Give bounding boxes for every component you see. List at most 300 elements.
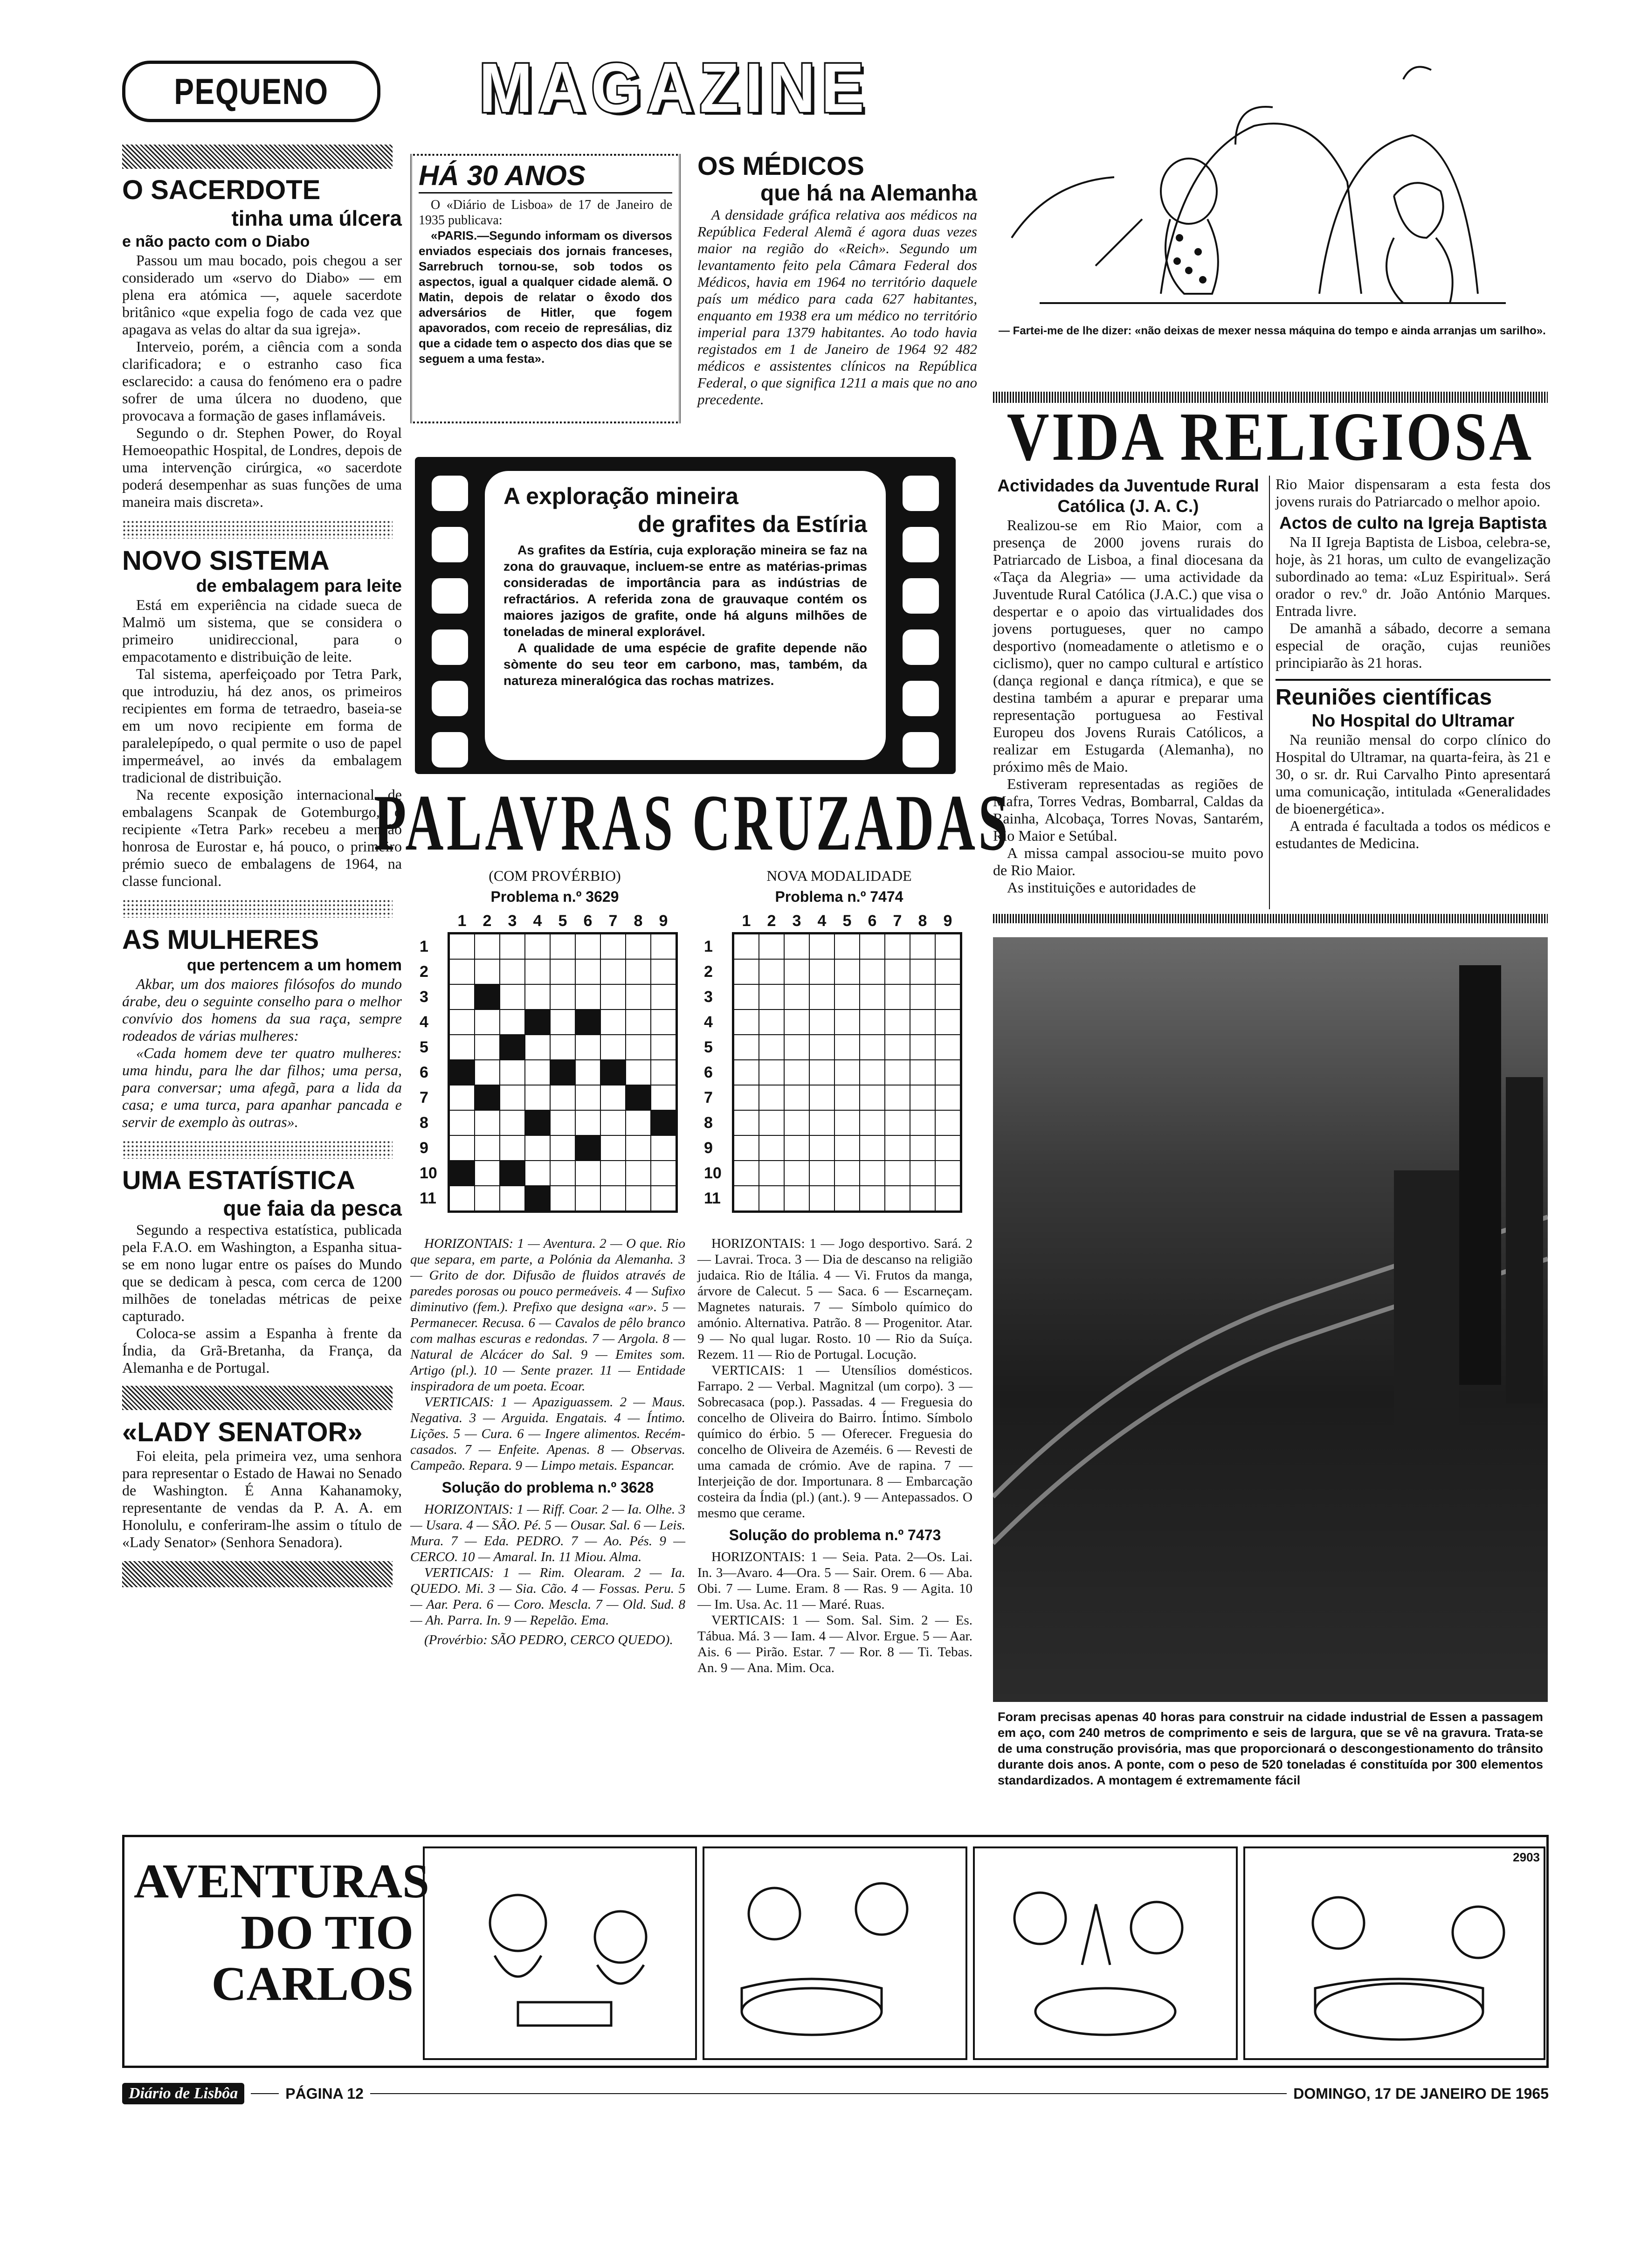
dots-divider [122, 899, 393, 918]
crossword-right-cell[interactable] [834, 984, 860, 1010]
crossword-right-col-number: 1 [742, 912, 751, 930]
crossword-right-cell[interactable] [759, 1085, 784, 1110]
crossword-left-cell[interactable] [651, 984, 676, 1010]
crossword-left-col-number: 8 [634, 912, 643, 930]
crossword-left-cell[interactable] [600, 984, 626, 1010]
crossword-left-clues [410, 1236, 685, 1648]
crossword-left-cell[interactable] [626, 934, 651, 959]
crossword-right-cell[interactable] [910, 934, 935, 959]
crossword-left-problem: Problema n.º 3629 [490, 888, 619, 905]
crossword-right-row-number: 7 [704, 1089, 713, 1106]
crossword-right-cell[interactable] [834, 934, 860, 959]
crossword-left-cell[interactable] [651, 1010, 676, 1035]
crossword-left-col-number: 3 [508, 912, 517, 930]
grafites-paragraph: As grafites da Estíria, cuja exploração mineira se faz na zona do grauvaque, incluem-se entre as matérias-primas consideradas de importância para as indústrias de refractários. A referida zona de grauvaque contém os maiores jazigos de grafite, onde há alguns milhões de toneladas de mineral explorável. [503, 543, 867, 639]
crossword-left-cell[interactable] [575, 1035, 600, 1060]
crossword-left-cell[interactable] [626, 1186, 651, 1211]
crossword-left-cell[interactable] [550, 984, 575, 1010]
crossword-left-cell[interactable] [626, 1135, 651, 1161]
masthead [122, 50, 967, 125]
crossword-right-cell[interactable] [809, 1085, 834, 1110]
left-horizontal-clues: HORIZONTAIS: 1 — Aventura. 2 — O que. Rio que separa, em parte, a Polónia da Alemanha. 3 — Grito de dor. Difusão de fluidos através de paredes porosas ou pouco permeáveis. 4 — Sufixo diminutivo (fem.). Prefixo que designa «ar». 5 — Permanecer. Recusa. 6 — Cavalos de pêlo branco com malhas escuras e redondas. 7 — Argola. 8 — Natural de Alcácer do Sal. 9 — Emites som. Artigo (pl.). 10 — Sente prazer. 11 — Entidade inspiradora de um poeta. Ecoar. [410, 1236, 685, 1394]
culto-paragraph: De amanhã a sábado, decorre a semana especial de oração, cujas reuniões principiarão às 21 horas. [1276, 620, 1551, 671]
crossword-right-cell[interactable] [784, 1010, 809, 1035]
novo-sistema-subhead: de embalagem para leite [196, 576, 402, 596]
reunioes-paragraph: A entrada é facultada a todos os médicos e estudantes de Medicina. [1276, 817, 1551, 851]
crossword-right-col-number: 7 [893, 912, 902, 930]
footer-page-number: PÁGINA 12 [285, 2085, 364, 2102]
crossword-right-cell[interactable] [834, 1110, 860, 1135]
crossword-left-cell[interactable] [626, 1161, 651, 1186]
crossword-right-cell[interactable] [910, 1135, 935, 1161]
crossword-right-cell[interactable] [910, 1060, 935, 1085]
crossword-left-cell[interactable] [600, 1010, 626, 1035]
masthead-pequeno: PEQUENO [122, 61, 380, 122]
comic-drawing [975, 1848, 1236, 2058]
crossword-right-cell[interactable] [784, 934, 809, 959]
crossword-right-cell[interactable] [885, 1186, 910, 1211]
rule [993, 914, 1548, 923]
crossword-right-problem: Problema n.º 7474 [775, 888, 903, 905]
crossword-left-cell[interactable] [600, 959, 626, 984]
crossword-left-cell[interactable] [525, 959, 550, 984]
crossword-right-cell[interactable] [834, 959, 860, 984]
crossword-left-cell[interactable] [575, 959, 600, 984]
crossword-left-row-number: 8 [420, 1114, 428, 1132]
crossword-left-cell[interactable] [525, 1085, 550, 1110]
film-holes-left [432, 476, 468, 783]
crossword-left-cell[interactable] [626, 959, 651, 984]
rule [1276, 679, 1551, 681]
crossword-right-cell[interactable] [809, 934, 834, 959]
crossword-right-col-number: 2 [767, 912, 776, 930]
crossword-right-cell[interactable] [734, 1035, 759, 1060]
jac-paragraph: As instituições e autoridades de [1007, 879, 1196, 896]
crossword-right-cell[interactable] [734, 1110, 759, 1135]
vida-col-divider [1269, 476, 1270, 909]
crossword-left-cell[interactable] [550, 959, 575, 984]
crossword-right-cell[interactable] [860, 1110, 885, 1135]
crossword-right-cell[interactable] [734, 1135, 759, 1161]
ha-30-anos-intro: O «Diário de Lisboa» de 17 de Janeiro de 1935 publicava: [419, 198, 672, 228]
crossword-right-cell[interactable] [759, 984, 784, 1010]
crossword-left-cell[interactable] [575, 1186, 600, 1211]
crossword-left-black-cell [500, 1035, 525, 1060]
crossword-left-cell[interactable] [475, 1135, 500, 1161]
crossword-left-col-number: 1 [457, 912, 467, 930]
right-solution-heading: Solução do problema n.º 7473 [729, 1527, 941, 1543]
crossword-left-black-cell [449, 1161, 475, 1186]
crossword-right-row-number: 11 [704, 1189, 721, 1207]
crossword-left-cell[interactable] [651, 1085, 676, 1110]
crossword-right-cell[interactable] [809, 1135, 834, 1161]
crossword-left-row-number: 2 [420, 963, 428, 981]
crossword-left-cell[interactable] [525, 1135, 550, 1161]
crossword-right-cell[interactable] [734, 934, 759, 959]
mulheres-subhead: que pertencem a um homem [186, 956, 402, 974]
crossword-left-cell[interactable] [550, 1010, 575, 1035]
crossword-left-cell[interactable] [600, 1035, 626, 1060]
comic-panel-4 [1243, 1846, 1545, 2060]
crossword-left-cell[interactable] [449, 984, 475, 1010]
crossword-left-cell[interactable] [475, 959, 500, 984]
grafites-headline: A exploração mineira [503, 483, 738, 509]
crossword-left-cell[interactable] [651, 1161, 676, 1186]
crossword-right-subtitle: NOVA MODALIDADE [766, 867, 912, 884]
crossword-left-cell[interactable] [525, 984, 550, 1010]
jac-paragraph: Estiveram representadas as regiões de Mafra, Torres Vedras, Bombarral, Caldas da Rainha, Alcobaça, Torres Novas, Santarém, Rio Maior e Setúbal. [993, 775, 1263, 844]
crossword-left-cell[interactable] [500, 1060, 525, 1085]
crossword-right-cell[interactable] [784, 1060, 809, 1085]
crossword-left-cell[interactable] [626, 1010, 651, 1035]
crossword-right-cell[interactable] [734, 1010, 759, 1035]
crossword-right-cell[interactable] [860, 1161, 885, 1186]
ha-30-anos-box [410, 154, 681, 423]
crossword-right-cell[interactable] [834, 1161, 860, 1186]
mulheres-paragraph: «Cada homem deve ter quatro mulheres: uma hindu, para lhe dar filhos; uma persa, para conversar; uma afegã, para a lida da casa; e uma turca, para apanhar pancada e servir de exemplo às outras». [122, 1044, 402, 1130]
medicos-article [697, 152, 977, 408]
crossword-right-cell[interactable] [860, 934, 885, 959]
crossword-left-grid[interactable] [448, 932, 678, 1213]
crossword-right-grid[interactable] [732, 932, 962, 1213]
crossword-left-black-cell [449, 1060, 475, 1085]
crossword-left-cell[interactable] [626, 1060, 651, 1085]
crossword-left-col-number: 2 [483, 912, 492, 930]
right-horizontal-clues: HORIZONTAIS: 1 — Jogo desportivo. Sará. 2 — Lavrai. Troca. 3 — Dia de descanso na religião judaica. Rio de Itália. 4 — Vi. Frutos da manga, árvore de Calecut. 5 — Saca. 6 — Escarneçam. Magnetes naturais. 7 — Símbolo químico do amónio. Alternativa. Patrão. 8 — Progenitor. Atar. 9 — No qual lugar. Rosto. 10 — Rio da Suíça. Rezem. 11 — Rio de Portugal. Locução. [697, 1236, 972, 1362]
crossword-right-cell[interactable] [860, 959, 885, 984]
crossword-right-cell[interactable] [910, 1161, 935, 1186]
crossword-right-cell[interactable] [784, 1035, 809, 1060]
crossword-left-cell[interactable] [475, 1110, 500, 1135]
crossword-left-cell[interactable] [500, 934, 525, 959]
crossword-right-col-number: 4 [817, 912, 827, 930]
crossword-right-cell[interactable] [935, 959, 960, 984]
crossword-left-cell[interactable] [550, 1186, 575, 1211]
crossword-right-cell[interactable] [910, 1035, 935, 1060]
crossword-right-col-number: 5 [842, 912, 852, 930]
crossword-right-row-numbers [704, 932, 732, 1213]
sacerdote-headline: O SACERDOTE [122, 175, 321, 205]
novo-sistema-headline: NOVO SISTEMA [122, 546, 330, 576]
crossword-right-cell[interactable] [784, 1085, 809, 1110]
crossword-left-cell[interactable] [475, 1035, 500, 1060]
crossword-right-cell[interactable] [885, 1060, 910, 1085]
vida-col-1 [993, 476, 1263, 896]
crossword-right-cell[interactable] [910, 959, 935, 984]
crossword-right-cell[interactable] [860, 1135, 885, 1161]
crossword-left-cell[interactable] [600, 1085, 626, 1110]
palavras-cruzadas-title: PALAVRAS CRUZADAS [373, 778, 1011, 867]
crossword-left-cell[interactable] [500, 1186, 525, 1211]
crossword-left-cell[interactable] [550, 1035, 575, 1060]
crossword-right-cell[interactable] [734, 1060, 759, 1085]
mulheres-headline: AS MULHERES [122, 925, 319, 955]
crossword-left-cell[interactable] [449, 1035, 475, 1060]
crossword-left-cell[interactable] [449, 934, 475, 959]
crossword-right-row-number: 5 [704, 1038, 713, 1056]
crossword-right-row-number: 3 [704, 988, 713, 1006]
crossword-right-cell[interactable] [759, 1010, 784, 1035]
culto-headline: Actos de culto na Igreja Baptista [1279, 513, 1547, 532]
hatch-divider [122, 1386, 393, 1410]
footer-logo: Diário de Lisbôa [122, 2083, 244, 2104]
grafites-frame [485, 471, 886, 760]
crossword-right-cell[interactable] [834, 1010, 860, 1035]
crossword-left-column-numbers [449, 912, 690, 930]
crossword-right-cell[interactable] [885, 1010, 910, 1035]
crossword-right-col-number: 8 [918, 912, 927, 930]
crossword-left-cell[interactable] [550, 1161, 575, 1186]
crossword-right-cell[interactable] [935, 1035, 960, 1060]
lady-senator-paragraph: Foi eleita, pela primeira vez, uma senhora para representar o Estado de Hawai no Senado de Washington. É Anna Kahanamoky, representante de vendas da P. A. A. em Honolulu, e conferiram-lhe assim o título de «Lady Senator» (Senhora Senadora). [122, 1447, 402, 1550]
crossword-right-cell[interactable] [885, 934, 910, 959]
crossword-right-cell[interactable] [809, 1010, 834, 1035]
right-solution-horizontal: HORIZONTAIS: 1 — Seia. Pata. 2—Os. Lai. In. 3—Avaro. 4—Ora. 5 — Sair. Orem. 6 — Aba. Obi. 7 — Lume. Eram. 8 — Ras. 9 — Agita. 10 — Im. Usa. Ac. 11 — Maré. Ruas. [697, 1549, 972, 1612]
crossword-right-cell[interactable] [784, 1135, 809, 1161]
crossword-right-cell[interactable] [734, 1161, 759, 1186]
crossword-right-col-number: 6 [868, 912, 877, 930]
crossword-left-cell[interactable] [500, 1135, 525, 1161]
masthead-magazine: MAGAZINE [479, 48, 870, 127]
crossword-right-cell[interactable] [885, 1135, 910, 1161]
crossword-left-cell[interactable] [575, 1161, 600, 1186]
crossword-left-cell[interactable] [550, 934, 575, 959]
crossword-right-cell[interactable] [809, 959, 834, 984]
right-solution-vertical: VERTICAIS: 1 — Som. Sal. Sim. 2 — Es. Tábua. Má. 3 — Iam. 4 — Alvor. Ergue. 5 — Aar. Ais. 6 — Pirão. Estar. 7 — Ror. 8 — Ti. Tebas. An. 9 — Ana. Mim. Oca. [697, 1613, 972, 1675]
crossword-left-black-cell [575, 1010, 600, 1035]
crossword-right-cell[interactable] [910, 1010, 935, 1035]
crossword-right-cell[interactable] [809, 1161, 834, 1186]
crossword-right-cell[interactable] [834, 1060, 860, 1085]
crossword-left-cell[interactable] [525, 1035, 550, 1060]
ha-30-anos-title: HÁ 30 ANOS [419, 159, 672, 194]
crossword-right-cell[interactable] [935, 984, 960, 1010]
medicos-subhead: que há na Alemanha [760, 181, 977, 206]
crossword-left-cell[interactable] [600, 1135, 626, 1161]
crossword-left-black-cell [500, 1161, 525, 1186]
comic-drawing [425, 1848, 695, 2058]
crossword-right-cell[interactable] [809, 1035, 834, 1060]
cartoon-top [993, 42, 1548, 364]
crossword-left-cell[interactable] [550, 1135, 575, 1161]
crossword-right-cell[interactable] [759, 1161, 784, 1186]
crossword-left-row-number: 5 [420, 1038, 428, 1056]
crossword-right-cell[interactable] [860, 1186, 885, 1211]
crossword-right-cell[interactable] [809, 984, 834, 1010]
crossword-right-cell[interactable] [935, 934, 960, 959]
crossword-left-cell[interactable] [500, 1085, 525, 1110]
comic-panel-3 [973, 1846, 1238, 2060]
crossword-right-cell[interactable] [935, 1186, 960, 1211]
crossword-left-cell[interactable] [651, 1186, 676, 1211]
crossword-right-cell[interactable] [885, 959, 910, 984]
crossword-left-cell[interactable] [651, 1035, 676, 1060]
crossword-left-cell[interactable] [626, 1035, 651, 1060]
crossword-right-cell[interactable] [759, 1135, 784, 1161]
right-vertical-clues: VERTICAIS: 1 — Utensílios domésticos. Farrapo. 2 — Verbal. Magnitzal (um corpo). 3 — Sobrecasaca (pop.). Passadas. 4 — Freguesia do concelho de Oliveira do Bairro. Íntimo. Símbolo químico do érbio. 5 — Oferecer. Freguesia do concelho de Oliveira de Azeméis. 6 — Revesti de uma camada de crómio. Ave de rapina. 7 — Interjeição de dor. Importunara. 8 — Embarcação costeira da Índia (pl.) (ant.). 9 — Antepassados. O mesmo que cerame. [697, 1363, 972, 1521]
crossword-right-cell[interactable] [734, 959, 759, 984]
crossword-left-cell[interactable] [475, 1010, 500, 1035]
crossword-left-cell[interactable] [500, 959, 525, 984]
rio-maior-paragraph: Rio Maior dispensaram a esta festa dos jovens rurais do Patriarcado o melhor apoio. [1276, 476, 1551, 510]
crossword-left-cell[interactable] [500, 1010, 525, 1035]
footer-rule [370, 2093, 1287, 2094]
estatistica-paragraph: Segundo a respectiva estatística, publicada pela F.A.O. em Washington, a Espanha situa-se em nono lugar entre os países do Mundo que se dedicam à pesca, com cerca de 1200 milhões de toneladas métricas de peixe capturado. [122, 1221, 402, 1324]
crossword-left-cell[interactable] [575, 934, 600, 959]
crossword-left-cell[interactable] [525, 934, 550, 959]
crossword-right-cell[interactable] [860, 1085, 885, 1110]
comic-panel-1 [423, 1846, 697, 2060]
crossword-left-col-number: 4 [533, 912, 542, 930]
crossword-right-cell[interactable] [784, 1186, 809, 1211]
grafites-subhead: de grafites da Estíria [638, 511, 867, 537]
crossword-right-cell[interactable] [860, 1010, 885, 1035]
crossword-left-cell[interactable] [449, 1085, 475, 1110]
crossword-right-cell[interactable] [910, 1186, 935, 1211]
crossword-left-cell[interactable] [449, 1010, 475, 1035]
crossword-right-cell[interactable] [935, 1161, 960, 1186]
footer-date: DOMINGO, 17 DE JANEIRO DE 1965 [1293, 2085, 1549, 2102]
essen-bridge-photo [993, 937, 1548, 1702]
crossword-left-black-cell [651, 1110, 676, 1135]
crossword-left-cell[interactable] [475, 1161, 500, 1186]
crossword-right-cell[interactable] [834, 1085, 860, 1110]
crossword-right-cell[interactable] [759, 1035, 784, 1060]
crossword-right-cell[interactable] [784, 1110, 809, 1135]
crossword-right-cell[interactable] [734, 1085, 759, 1110]
dots-divider [122, 520, 393, 539]
crossword-left-cell[interactable] [550, 1085, 575, 1110]
crossword-right-cell[interactable] [935, 1060, 960, 1085]
crossword-right-cell[interactable] [834, 1035, 860, 1060]
crossword-right-cell[interactable] [809, 1186, 834, 1211]
crossword-left-cell[interactable] [626, 1110, 651, 1135]
crossword-left-col-number: 7 [608, 912, 618, 930]
crossword-right-cell[interactable] [784, 984, 809, 1010]
jac-headline: Actividades da Juventude Rural Católica (J. A. C.) [997, 476, 1259, 516]
crossword-left-row-number: 11 [420, 1189, 436, 1207]
crossword-left-cell[interactable] [550, 1110, 575, 1135]
crossword-left-cell[interactable] [475, 1186, 500, 1211]
grafites-box [415, 457, 956, 774]
crossword-right-cell[interactable] [734, 984, 759, 1010]
crossword-left-cell[interactable] [651, 1060, 676, 1085]
crossword-left-cell[interactable] [449, 959, 475, 984]
mulheres-paragraph: Akbar, um dos maiores filósofos do mundo árabe, deu o seguinte conselho para o melhor convívio dos homens da sua raça, sempre rodeados de várias mulheres: [122, 975, 402, 1044]
hatch-divider [122, 145, 393, 169]
crossword-right-cell[interactable] [734, 1186, 759, 1211]
crossword-left-cell[interactable] [651, 1135, 676, 1161]
photo-sketch [993, 937, 1548, 1702]
crossword-right-cell[interactable] [885, 1085, 910, 1110]
cartoon-drawing [993, 42, 1548, 322]
left-solution-horizontal: HORIZONTAIS: 1 — Riff. Coar. 2 — Ia. Olhe. 3 — Usara. 4 — SÃO. Pé. 5 — Ousar. Sal. 6 — Leis. Mura. 7 — Eda. PEDRO. 7 — Ao. Pés. 9 — CERCO. 10 — Amaral. In. 11 Miou. Alma. [410, 1502, 685, 1564]
crossword-right-cell[interactable] [759, 1110, 784, 1135]
lady-senator-headline: «LADY SENATOR» [122, 1417, 363, 1447]
crossword-left-cell[interactable] [449, 1135, 475, 1161]
novo-sistema-paragraph: Na recente exposição internacional de embalagens Scanpak de Gotemburgo, o recipiente «Tetra Park» recebeu a menção honrosa de Eurostar e, há pouco, o primeiro prémio sueco de embalagens de 1964, na classe funcional. [122, 786, 402, 889]
dots-divider [122, 1140, 393, 1159]
grafites-paragraph: A qualidade de uma espécie de grafite depende não sòmente do seu teor em carbono, mas, também, da natureza mineralógica das rochas matrizes. [503, 641, 867, 688]
crossword-right-cell[interactable] [834, 1186, 860, 1211]
crossword-right-cell[interactable] [935, 1010, 960, 1035]
novo-sistema-paragraph: Está em experiência na cidade sueca de Malmö um sistema, que se considera o primeiro unidireccional, para o empacotamento e distribuição de leite. [122, 596, 402, 665]
crossword-left-row-number: 3 [420, 988, 428, 1006]
crossword-left-cell[interactable] [500, 1110, 525, 1135]
vida-col-2 [1276, 476, 1551, 852]
crossword-right-cell[interactable] [759, 1060, 784, 1085]
estatistica-subhead: que faia da pesca [223, 1196, 402, 1220]
crossword-right-cell[interactable] [860, 984, 885, 1010]
comic-drawing [704, 1848, 965, 2058]
crossword-right-cell[interactable] [860, 1035, 885, 1060]
novo-sistema-paragraph: Tal sistema, aperfeiçoado por Tetra Park, que introduziu, há dez anos, os primeiros recipientes em forma de tetraedro, baseia-se em um novo recipiente em forma de paralelepípedo, o qual permite o uso de papel impermeável, ao invés da embalagem tradicional de distribuição. [122, 665, 402, 786]
crossword-left-cell[interactable] [575, 1060, 600, 1085]
crossword-right-cell[interactable] [784, 1161, 809, 1186]
crossword-left-black-cell [525, 1186, 550, 1211]
crossword-left-col-number: 9 [659, 912, 668, 930]
crossword-right-cell[interactable] [784, 959, 809, 984]
crossword-left-cell[interactable] [600, 1161, 626, 1186]
crossword-left-cell[interactable] [500, 984, 525, 1010]
crossword-left-cell[interactable] [651, 959, 676, 984]
crossword-left-cell[interactable] [525, 1060, 550, 1085]
crossword-left-row-number: 4 [420, 1013, 428, 1031]
crossword-left-black-cell [525, 1110, 550, 1135]
crossword-right-cell[interactable] [834, 1135, 860, 1161]
crossword-right-cell[interactable] [759, 959, 784, 984]
crossword-left-row-number: 7 [420, 1089, 428, 1106]
crossword-right-cell[interactable] [910, 1085, 935, 1110]
crossword-left-cell[interactable] [475, 1060, 500, 1085]
crossword-left-cell[interactable] [449, 1110, 475, 1135]
crossword-left-cell[interactable] [475, 934, 500, 959]
left-column [122, 145, 402, 1587]
crossword-right-cell[interactable] [885, 1035, 910, 1060]
crossword-left-cell[interactable] [449, 1186, 475, 1211]
sacerdote-subhead: tinha uma úlcera [231, 206, 402, 230]
crossword-right-cell[interactable] [935, 1085, 960, 1110]
crossword-right-cell[interactable] [910, 984, 935, 1010]
crossword-left-cell[interactable] [575, 984, 600, 1010]
medicos-paragraph: A densidade gráfica relativa aos médicos na República Federal Alemã é agora duas vezes maior na região do «Reich». Segundo um levantamento feito pela Câmara Federal dos Médicos, havia em 1964 no território daquele país um médico para cada 627 habitantes, enquanto em 1938 era um médico no território imperial para 1379 habitantes. Ao todo havia registados em 1 de Janeiro de 1964 92 482 médicos e assistentes clínicos na República Federal, o que significa 1211 a mais que no ano precedente. [697, 207, 977, 408]
crossword-left-cell[interactable] [626, 984, 651, 1010]
crossword-right-cell[interactable] [935, 1135, 960, 1161]
crossword-left-cell[interactable] [575, 1110, 600, 1135]
left-vertical-clues: VERTICAIS: 1 — Apaziguassem. 2 — Maus. Negativa. 3 — Arguida. Engatais. 4 — Íntimo. Lições. 5 — Cura. 6 — Ingere alimentos. Recém-casados. 7 — Enfeite. Apenas. 8 — Observas. Campeão. Repara. 9 — Limpo metais. Espancar. [410, 1395, 685, 1473]
crossword-right-cell[interactable] [885, 1110, 910, 1135]
crossword-left-col-number: 5 [558, 912, 567, 930]
crossword-right-cell[interactable] [809, 1060, 834, 1085]
crossword-right-cell[interactable] [759, 934, 784, 959]
crossword-left-cell[interactable] [525, 1161, 550, 1186]
crossword-left-cell[interactable] [575, 1085, 600, 1110]
crossword-right-cell[interactable] [885, 1161, 910, 1186]
crossword-right-cell[interactable] [759, 1186, 784, 1211]
crossword-right-clues [697, 1236, 972, 1676]
crossword-left-cell[interactable] [600, 1186, 626, 1211]
crossword-left-cell[interactable] [651, 934, 676, 959]
crossword-right-cell[interactable] [885, 984, 910, 1010]
crossword-right-cell[interactable] [860, 1060, 885, 1085]
crossword-right-cell[interactable] [935, 1110, 960, 1135]
crossword-left-cell[interactable] [600, 934, 626, 959]
estatistica-paragraph: Coloca-se assim a Espanha à frente da Índia, da Grã-Bretanha, da França, da Alemanha e de Portugal. [122, 1325, 402, 1376]
crossword-right-cell[interactable] [910, 1110, 935, 1135]
crossword-left-cell[interactable] [600, 1110, 626, 1135]
crossword-left-row-number: 1 [420, 938, 428, 955]
crossword-right-cell[interactable] [809, 1110, 834, 1135]
